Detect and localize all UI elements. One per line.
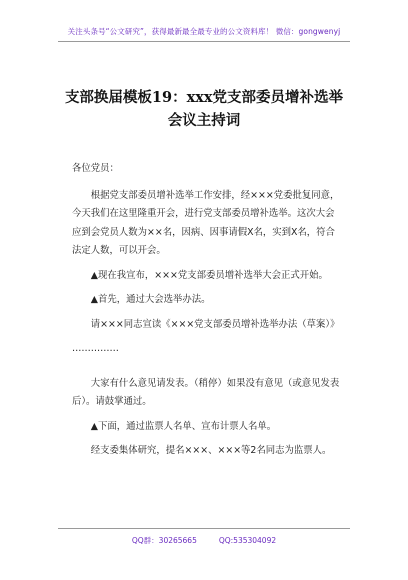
footer-qq-number: QQ:535304092 xyxy=(218,536,277,545)
footer-qq-group: QQ群：30265665 xyxy=(131,536,197,545)
document-title xyxy=(40,86,368,132)
paragraph: 大家有什么意见请发表。（稍停）如果没有意见（或意见发表后）。请鼓掌通过。 xyxy=(72,377,340,407)
header-promo-note: 关注头条号“公文研究”，获得最新最全最专业的公文资料库！ 微信：gongwenyj xyxy=(67,27,341,36)
ellipsis-line: …………… xyxy=(72,343,119,354)
footer-divider xyxy=(58,528,350,529)
header-divider xyxy=(58,41,350,42)
footer-contact xyxy=(0,535,408,546)
paragraph: 根据党支部委员增补选举工作安排，经×××党委批复同意，今天我们在这里隆重开会，进行党支部委员增补选举。这次大会应到会党员人数为××名，因病、因事请假X名，实到X名，符合法定人数，可以开会。 xyxy=(72,189,340,256)
salutation: 各位党员： xyxy=(72,163,119,174)
title-line-2: 会议主持词 xyxy=(167,112,241,129)
title-line-1: 支部换届模板19：xxx党支部委员增补选举 xyxy=(64,89,344,106)
document-body xyxy=(72,160,340,467)
paragraph: 经支委集体研究，提名×××、×××等2名同志为监票人。 xyxy=(90,445,332,456)
paragraph: 请×××同志宣读《×××党支部委员增补选举办法（草案）》 xyxy=(90,318,340,330)
paragraph: ▲现在我宣布，×××党支部委员增补选举大会正式开始。 xyxy=(90,269,328,281)
paragraph: ▲下面，通过监票人名单、宣布计票人名单。 xyxy=(90,420,277,432)
paragraph: ▲首先，通过大会选举办法。 xyxy=(90,294,211,305)
